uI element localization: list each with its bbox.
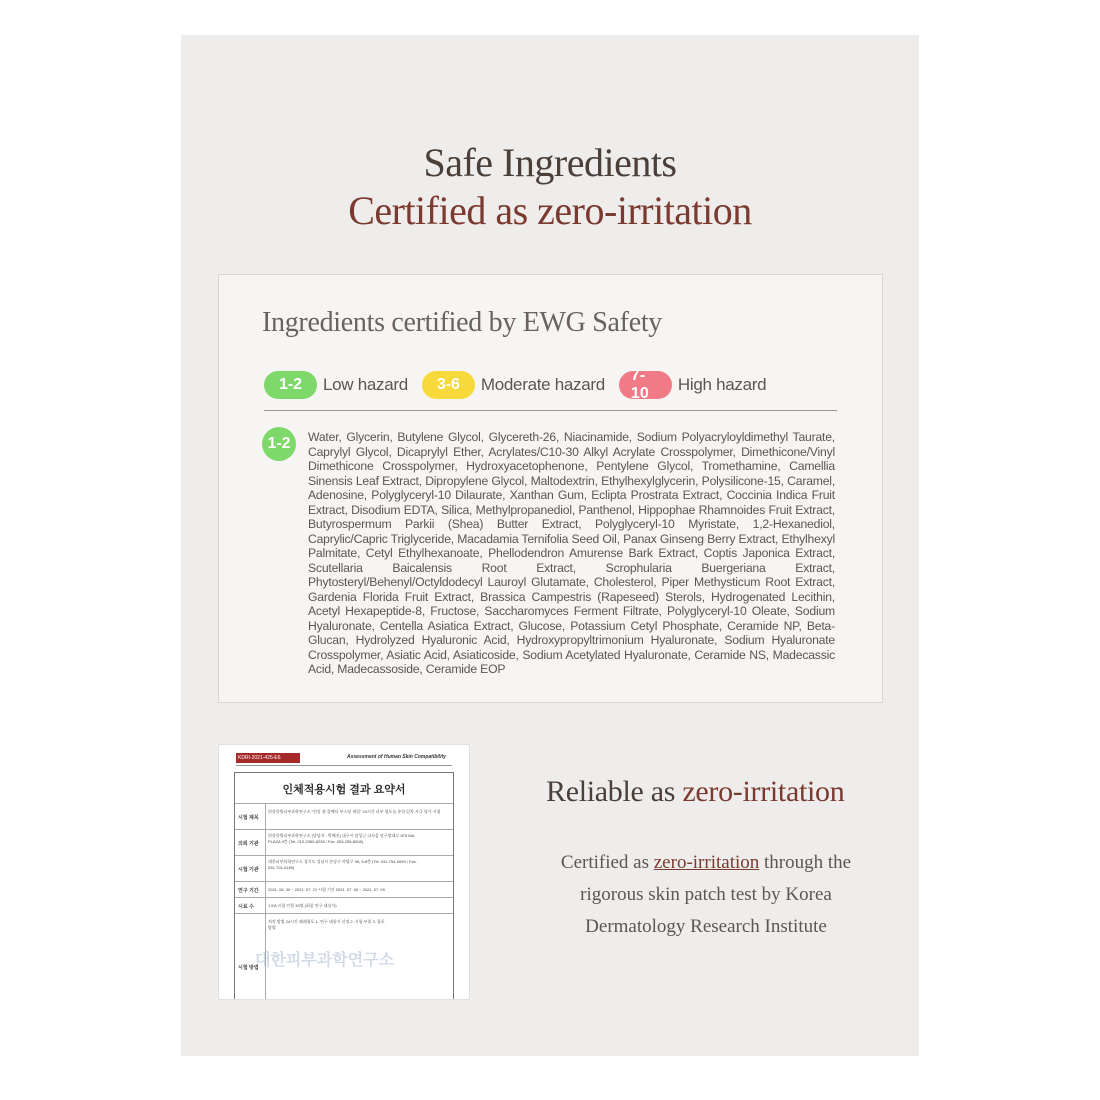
- certificate-row: [235, 829, 453, 855]
- certificate-row: [235, 855, 453, 881]
- reliable-heading-accent: zero-irritation: [682, 775, 845, 808]
- legend-moderate-badge: 3-6: [422, 371, 475, 399]
- legend-moderate-label: Moderate hazard: [480, 375, 605, 394]
- certificate-header: Assessment of Human Skin Compatibility: [347, 754, 446, 760]
- certificate-row-label: 연구 기간: [238, 888, 259, 894]
- ingredient-grade-badge: 1-2: [262, 427, 296, 461]
- ewg-card-title: Ingredients certified by EWG Safety: [262, 307, 663, 338]
- ingredient-list: Water, Glycerin, Butylene Glycol, Glycereth-26, Niacinamide, Sodium Polyacryloyldimethyl Taurate, Caprylyl Glycol, Dicaprylyl Ether, Acrylates/C10-30 Alkyl Acrylate Crosspolymer, Dimethicone/Vinyl Dimethicone Crosspolymer, Hydroxyacetophenone, Pentylene Glycol, Tromethamine, Camellia Sinensis Leaf Extract, Dipropylene Glycol, Maltodextrin, Ethylhexylglycerin, Polysilicone-15, Caramel, Adenosine, Polyglyceryl-10 Dilaurate, Xanthan Gum, Eclipta Prostrata Extract, Coccinia Indica Fruit Extract, Disodium EDTA, Silica, Methylpropanediol, Panthenol, Hippophae Rhamnoides Fruit Extract, Butyrospermum Parkii (Shea) Butter Extract, Polyglyceryl-10 Myristate, 1,2-Hexanediol, Caprylic/Capric Triglyceride, Macadamia Ternifolia Seed Oil, Panax Ginseng Berry Extract, Ethylhexyl Palmitate, Cetyl Ethylhexanoate, Phellodendron Amurense Bark Extract, Coptis Japonica Extract, Scutellaria Baicalensis Root Extract, Scrophularia Buergeriana Extract, Phytosteryl/Behenyl/Octyldodecyl Lauroyl Glutamate, Cholesterol, Piper Methysticum Root Extract, Gardenia Florida Fruit Extract, Brassica Campestris (Rapeseed) Sterols, Hydrogenated Lecithin, Acetyl Hexapeptide-8, Fructose, Saccharomyces Ferment Filtrate, Polyglyceryl-10 Oleate, Sodium Hyaluronate, Centella Asiatica Extract, Glucose, Potassium Cetyl Phosphate, Ceramide NP, Beta-Glucan, Hydrolyzed Hyaluronic Acid, Hydroxypropyltrimonium Hyaluronate, Sodium Hyaluronate Crosspolymer, Asiatic Acid, Asiaticoside, Sodium Acetylated Hyaluronate, Ceramide NS, Madecassic Acid, Madecassoside, Ceramide EOP: [308, 430, 835, 676]
- hero-title-line1: Safe Ingredients: [423, 140, 677, 185]
- hero-title-line2: Certified as zero-irritation: [348, 188, 752, 233]
- certificate-code: KDRI-2021-425-E6: [238, 755, 281, 761]
- hazard-legend: [264, 367, 780, 402]
- legend-high-label: High hazard: [677, 375, 767, 394]
- reliable-heading: [546, 775, 844, 809]
- certificate-row-label: 시험 기관: [238, 867, 259, 873]
- certificate-row-text: 처치 방법 24시간 폐쇄첩포 1. 연구 대상자 선정 2. 시험 부위 3. 첩포 방법: [268, 919, 385, 930]
- certificate-row: [235, 803, 453, 829]
- certificate-row: [235, 897, 453, 913]
- reliable-desc-before: Certified as: [560, 852, 654, 873]
- legend-high-badge: 7-10: [619, 371, 672, 399]
- certificate-row-label: 시험 제목: [238, 815, 259, 821]
- certificate-row-label: 시험 방법: [238, 965, 259, 971]
- legend-low-badge: 1-2: [264, 371, 317, 399]
- certificate-row-text: 대한피부과학연구소 경기도 성남시 분당구 야탑로 96, 5-8층 (Tel. 031-754-0099 / Fax. 031-701-0189): [268, 859, 417, 870]
- ewg-ingredients-card: [218, 274, 883, 703]
- reliable-heading-plain: Reliable as: [546, 775, 683, 808]
- certificate-row-label: 시료 수: [238, 904, 254, 910]
- product-detail-panel: [181, 35, 919, 1056]
- certificate-row-label: 의뢰 기관: [238, 841, 259, 847]
- certificate-row-text: 2021. 06. 30 ~ 2021. 07. 21 시험 기간 2021. 07. 06 ~ 2021. 07. 09: [268, 887, 385, 892]
- legend-low-label: Low hazard: [323, 375, 408, 394]
- certificate-title: 인체적용시험 결과 요약서: [282, 784, 406, 796]
- certificate-image: [219, 745, 469, 999]
- certificate-row-text: 편강한방피부과학연구소 "편강 쉴 블랙티 부스팅 세럼" 24시간 피부 첩포를 통한 일차 자극 평가 시험: [268, 809, 441, 814]
- certificate-row-text: 1 EA 시험 인원 33명 (최종 연구 대상자): [268, 903, 337, 908]
- certificate-table: [234, 772, 454, 999]
- certificate-watermark: 대한피부과학연구소: [255, 952, 395, 969]
- certificate-rule: [236, 765, 452, 766]
- reliable-desc-after: through the rigorous skin patch test by Korea Dermatology Research Institute: [580, 852, 852, 937]
- certificate-row: [235, 881, 453, 897]
- legend-divider: [264, 410, 837, 411]
- reliable-desc-accent: zero-irritation: [653, 852, 760, 873]
- certificate-row-text: 편강한방피부과학연구소 (담당자 : 박혜진) 대구시 달성군 다사읍 달구벌대로 875 MA PLAZA 4층 (Tel. 010-2060-8228 / Fax. 053-255-8008): [268, 833, 415, 844]
- reliable-description: [536, 847, 876, 943]
